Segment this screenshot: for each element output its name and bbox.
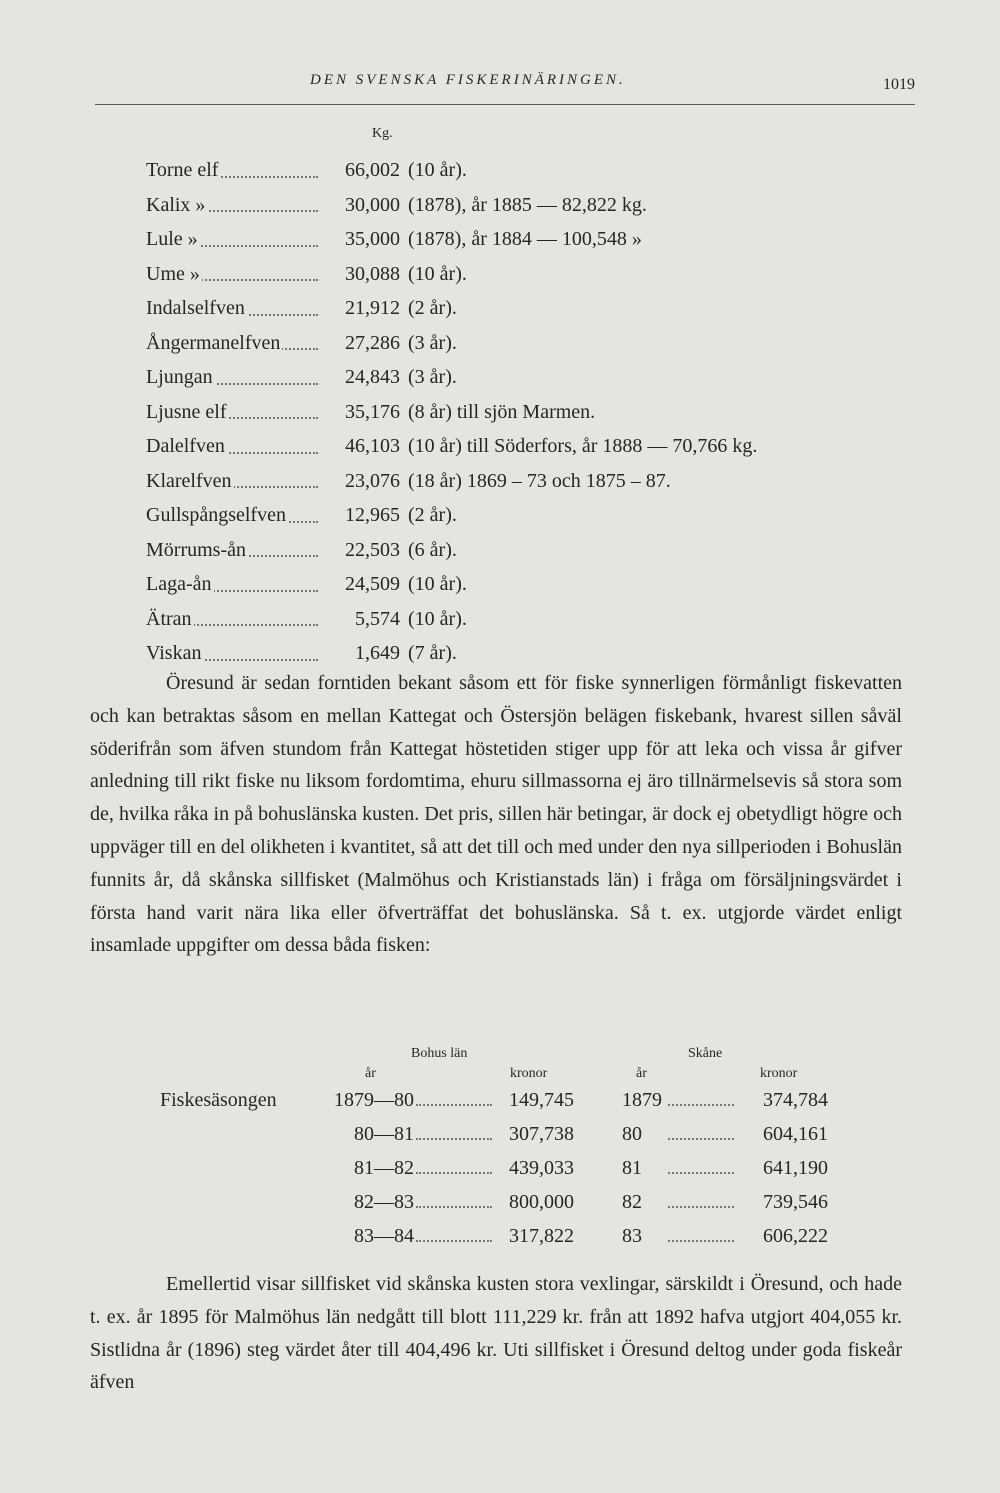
table-row [146, 602, 926, 637]
river-name: Viskan [146, 642, 202, 664]
river-name: Ljungan [146, 366, 213, 388]
salmon-catch-table [146, 153, 926, 671]
river-name: Torne elf [146, 159, 219, 181]
catch-kg: 30,088 [345, 262, 400, 285]
table-row [146, 567, 926, 602]
catch-note: (3 år). [408, 331, 457, 354]
skane-season: 1879 [622, 1089, 662, 1111]
skane-season: 80 [622, 1123, 642, 1145]
catch-kg: 21,912 [345, 297, 400, 319]
river-name: Gullspångselfven [146, 504, 286, 526]
river-name: Indalselfven [146, 297, 245, 319]
catch-kg: 5,574 [355, 607, 400, 630]
table-row [146, 291, 926, 326]
catch-note: (1878), år 1885 — 82,822 kg. [408, 193, 647, 216]
river-name: Klarelfven [146, 469, 232, 492]
paragraph-oresund [90, 667, 902, 962]
bohus-kronor: 317,822 [509, 1225, 574, 1247]
catch-kg: 23,076 [345, 469, 400, 492]
river-name: Mörrums-ån [146, 538, 246, 561]
catch-kg: 35,176 [345, 400, 400, 423]
page-number: 1019 [883, 76, 915, 93]
table-row [146, 188, 926, 223]
row-label: Fiskesäsongen [160, 1089, 277, 1111]
skane-kronor: 606,222 [763, 1225, 828, 1247]
header-skane: Skåne [688, 1046, 723, 1061]
table-row [160, 1220, 840, 1252]
leader-dots [416, 1206, 492, 1208]
bohus-season: 1879—80 [334, 1089, 414, 1111]
catch-note: (2 år). [408, 297, 457, 319]
unit-label: Kg. [372, 126, 393, 141]
leader-dots [416, 1104, 492, 1106]
river-name: Laga-ån [146, 573, 212, 595]
leader-dots [416, 1172, 492, 1174]
table-row [146, 395, 926, 430]
paragraph-text: Emellertid visar sillfisket vid skånska kusten stora vexlingar, särskildt i Öresund, och hade t. ex. år 1895 för Malmöhus län nedgått till blott 111,229 kr. från att 1892 hafva utgjort 404,055 kr. Sistlidna år (1896) steg värdet åter till 404,496 kr. Uti sillfisket i Öresund deltog under goda fiskeår äfven [90, 1273, 902, 1394]
catch-note: (10 år). [408, 607, 467, 630]
catch-kg: 66,002 [345, 159, 400, 181]
bohus-kronor: 149,745 [509, 1089, 574, 1111]
bohus-kronor: 307,738 [509, 1123, 574, 1145]
leader-dots [416, 1240, 492, 1242]
table-row [146, 153, 926, 188]
table-row [160, 1152, 840, 1184]
bohus-kronor: 439,033 [509, 1157, 574, 1179]
leader-dots [668, 1172, 734, 1174]
skane-season: 83 [622, 1225, 642, 1247]
river-name: Lule » [146, 228, 198, 250]
table-row [146, 326, 926, 361]
river-name: Ätran [146, 607, 192, 630]
running-header [95, 62, 915, 105]
paragraph-emellertid [90, 1268, 902, 1399]
leader-dots [668, 1138, 734, 1140]
skane-kronor: 604,161 [763, 1123, 828, 1145]
table-row [146, 498, 926, 533]
catch-note: (6 år). [408, 538, 457, 561]
catch-note: (1878), år 1884 — 100,548 » [408, 228, 642, 250]
leader-dots [668, 1240, 734, 1242]
catch-kg: 22,503 [345, 538, 400, 561]
paragraph-text: Öresund är sedan forntiden bekant såsom ett för fiske synnerligen förmånligt fiskevatten och kan betraktas såsom en mellan Kattegat och Östersjön belägen fiskebank, hvarest sillen såväl söderifrån som äfven stundom från Kattegat höstetiden stiger upp för att leka och vissa år gifver anledning till rikt fiske nu liksom fordomtima, ehuru sillmassorna ej äro tillnärmelsevis så stora som de, hvilka råka in på bohuslänska kusten. Det pris, sillen här betingar, är dock ej obetydligt högre och uppväger till en del olikheten i kvantitet, så att det till och med under den nya sillperioden i Bohuslän funnits år, då skånska sillfisket (Malmöhus och Kristianstads län) i fråga om försäljningsvärdet i första hand varit nära lika eller öfverträffat det bohuslänska. Så t. ex. utgjorde värdet enligt insamlade uppgifter om dessa båda fisken: [90, 672, 902, 957]
bohus-season: 83—84 [354, 1225, 414, 1247]
river-name: Ljusne elf [146, 400, 227, 423]
catch-kg: 27,286 [345, 331, 400, 354]
table-row [160, 1084, 840, 1116]
table-row [146, 636, 926, 671]
table-row [146, 429, 926, 464]
skane-kronor: 374,784 [763, 1089, 828, 1111]
catch-note: (3 år). [408, 366, 457, 388]
catch-note: (18 år) 1869 – 73 och 1875 – 87. [408, 469, 671, 492]
bohus-season: 80—81 [354, 1123, 414, 1145]
catch-note: (2 år). [408, 504, 457, 526]
table-row [146, 464, 926, 499]
catch-note: (7 år). [408, 642, 457, 664]
header-bohus-year: år [365, 1066, 376, 1081]
table-row [146, 533, 926, 568]
table-row [146, 360, 926, 395]
catch-kg: 35,000 [345, 228, 400, 250]
catch-kg: 1,649 [355, 642, 400, 664]
skane-kronor: 739,546 [763, 1191, 828, 1213]
table-row [146, 222, 926, 257]
skane-kronor: 641,190 [763, 1157, 828, 1179]
table-row [160, 1186, 840, 1218]
catch-note: (10 år) till Söderfors, år 1888 — 70,766 kg. [408, 435, 758, 457]
catch-note: (10 år). [408, 573, 467, 595]
skane-season: 82 [622, 1191, 642, 1213]
bohus-kronor: 800,000 [509, 1191, 574, 1213]
table-row [160, 1118, 840, 1150]
header-skane-year: år [636, 1066, 647, 1081]
catch-kg: 30,000 [345, 193, 400, 216]
header-bohus: Bohus län [411, 1046, 468, 1061]
bohus-season: 82—83 [354, 1191, 414, 1213]
header-skane-kronor: kronor [760, 1066, 798, 1081]
leader-dots [416, 1138, 492, 1140]
leader-dots [668, 1104, 734, 1106]
bohus-season: 81—82 [354, 1157, 414, 1179]
table-row [146, 257, 926, 292]
running-title: DEN SVENSKA FISKERINÄRINGEN. [310, 72, 626, 88]
header-bohus-kronor: kronor [510, 1066, 548, 1081]
catch-note: (10 år). [408, 262, 467, 285]
leader-dots [668, 1206, 734, 1208]
river-name: Kalix » [146, 193, 206, 216]
catch-kg: 46,103 [345, 435, 400, 457]
catch-note: (8 år) till sjön Marmen. [408, 400, 596, 423]
catch-note: (10 år). [408, 159, 467, 181]
river-name: Ume » [146, 262, 200, 285]
catch-kg: 24,843 [345, 366, 400, 388]
catch-kg: 12,965 [345, 504, 400, 526]
river-name: Ångermanelfven [146, 331, 281, 354]
skane-season: 81 [622, 1157, 642, 1179]
river-name: Dalelfven [146, 435, 225, 457]
catch-kg: 24,509 [345, 573, 400, 595]
